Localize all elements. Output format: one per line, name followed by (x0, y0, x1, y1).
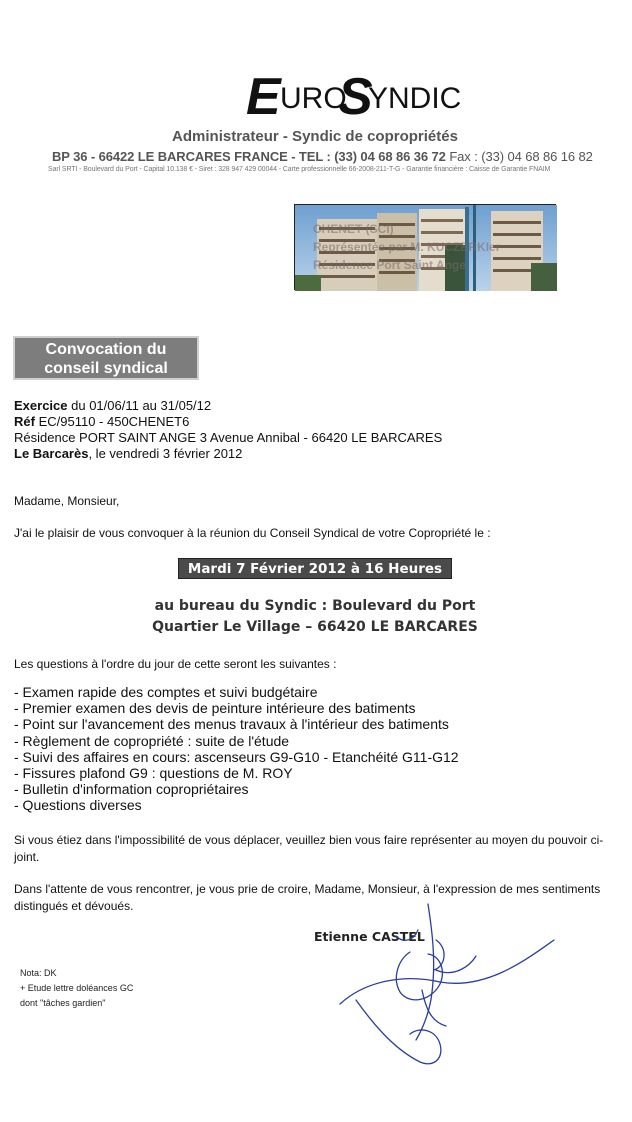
venue-line-1: au bureau du Syndic : Boulevard du Port (154, 598, 476, 614)
closing-paragraph: Dans l'attente de vous rencontrer, je vous prie de croire, Madame, Monsieur, à l'expression de mes sentiments distingués et dévoués. (14, 882, 601, 913)
agenda-list (14, 684, 459, 814)
photo-watermark-line-3: Résidence Port Saint Ange (313, 258, 466, 272)
svg-text:E: E (246, 68, 281, 126)
photo-watermark-line-1: CHENET (SCI) (313, 222, 394, 236)
salutation: Madame, Monsieur, (14, 494, 120, 508)
contact-line (52, 149, 632, 164)
letter-date: , le vendredi 3 février 2012 (88, 446, 243, 461)
agenda-intro: Les questions à l'ordre du jour de cette seront les suivantes : (14, 657, 337, 671)
agenda-item: - Point sur l'avancement des menus travaux à l'intérieur des batiments (14, 716, 449, 733)
note-line-2: + Etude lettre doléances GC (20, 983, 134, 993)
place-date-line (14, 446, 242, 461)
agenda-item: - Bulletin d'information copropriétaires (14, 781, 249, 798)
title-line-2: conseil syndical (44, 360, 168, 377)
agenda-item: - Examen rapide des comptes et suivi budgétaire (14, 684, 318, 700)
agenda-item: - Premier examen des devis de peinture intérieure des batiments (14, 700, 416, 717)
exercice-line (14, 398, 211, 413)
eurosyndic-logo (244, 58, 462, 128)
intro-paragraph: J'ai le plaisir de vous convoquer à la réunion du Conseil Syndical de votre Copropriété le : (14, 526, 491, 540)
proxy-paragraph: Si vous étiez dans l'impossibilité de vous déplacer, veuillez bien vous faire représenter au moyen du pouvoir ci-joint. (14, 833, 604, 864)
photo-watermark-line-2: Représentée par M. KUCZERKIer (313, 240, 501, 254)
document-title (13, 336, 199, 380)
exercice-value: du 01/06/11 au 31/05/12 (71, 398, 212, 413)
place-label: Le Barcarès (14, 446, 89, 461)
exercice-label: Exercice (14, 398, 68, 413)
handwritten-note (20, 966, 133, 1011)
residence-photo-image (295, 205, 557, 291)
handwritten-signature (336, 900, 576, 1070)
meeting-date-banner: Mardi 7 Février 2012 à 16 Heures (178, 558, 452, 579)
contact-fax: Fax : (33) 04 68 86 16 82 (449, 149, 593, 164)
agenda-item: - Fissures plafond G9 : questions de M. ROY (14, 765, 293, 782)
reference-label: Réf (14, 414, 35, 429)
svg-text:URO: URO (280, 82, 347, 115)
company-subtitle: Administrateur - Syndic de copropriétés (172, 128, 458, 145)
residence-line: Résidence PORT SAINT ANGE 3 Avenue Annibal - 66420 LE BARCARES (14, 430, 443, 445)
note-line-3: dont "tâches gardien" (20, 998, 106, 1008)
agenda-item: - Règlement de copropriété : suite de l'étude (14, 732, 290, 749)
title-line-1: Convocation du (45, 341, 167, 358)
note-line-1: Nota: DK (20, 968, 57, 978)
svg-text:YNDIC: YNDIC (368, 82, 462, 115)
svg-text:S: S (338, 68, 373, 126)
legal-mentions: Sarl SRTI - Boulevard du Port - Capital 10.138 € - Siret : 328 947 429 00044 - Carte professionnelle 66-2008-211-T-G - Garantie financière : Caisse de Garantie FNAIM (48, 166, 551, 173)
agenda-item: - Suivi des affaires en cours: ascenseurs G9-G10 - Etanchéité G11-G12 (14, 748, 459, 765)
venue-line-2: Quartier Le Village – 66420 LE BARCARES (152, 619, 478, 635)
contact-address-phone: BP 36 - 66422 LE BARCARES FRANCE - TEL : (33) 04 68 86 36 72 (52, 149, 446, 164)
agenda-item: - Questions diverses (14, 797, 142, 814)
reference-value: EC/95110 - 450CHENET6 (38, 414, 190, 429)
signer-name: Etienne CASTEL (314, 929, 425, 944)
reference-line (14, 414, 189, 429)
residence-photo (294, 204, 556, 290)
